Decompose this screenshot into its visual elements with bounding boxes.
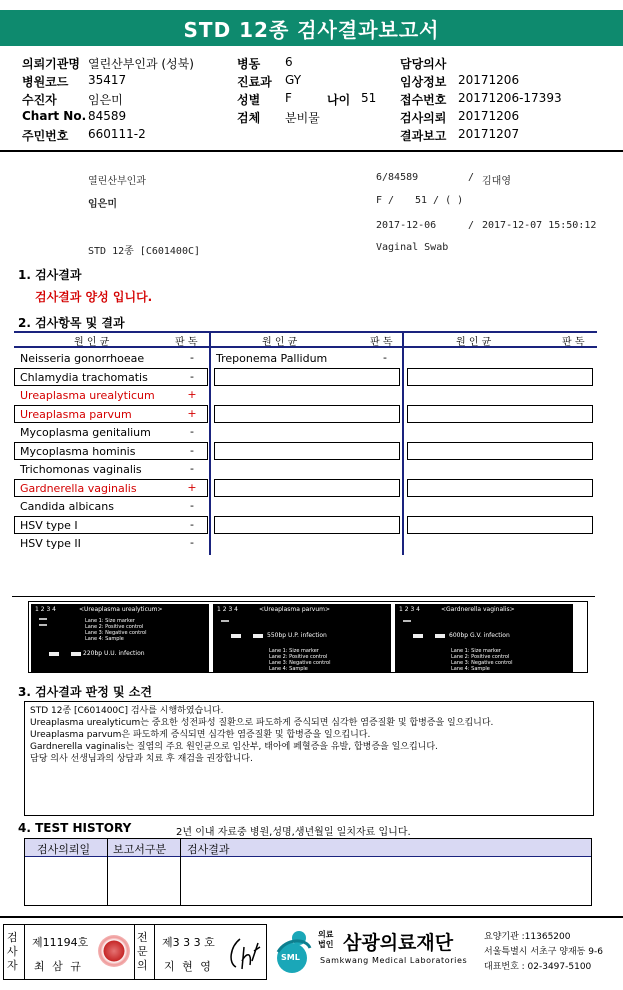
label-request-date: 검사의뢰 [400, 111, 447, 125]
gel-band [435, 634, 445, 638]
pb-slash-2: / [468, 220, 475, 231]
gel-band [413, 634, 423, 638]
history-col-type: 보고서구분 [113, 843, 167, 856]
value-clinical-info: 20171206 [458, 73, 520, 87]
header-left [22, 55, 194, 145]
pb-sex: F / [376, 195, 395, 206]
pb-hospital: 열린산부인과 [88, 176, 146, 187]
gel-legend: Lane 3: Negative control [451, 660, 513, 666]
opinion-line: 담당 의사 선생님과의 상담과 치료 후 재검을 권장합니다. [30, 754, 253, 764]
gel-band [221, 620, 229, 622]
sig-divider [24, 925, 25, 979]
organism-name: HSV type II [20, 537, 81, 550]
opinion-line: Gardnerella vaginalis는 질염의 주요 원인균으로 임산부, 태아에 페혈증을 유발, 합병증을 일으킵니다. [30, 742, 438, 752]
gel-band [231, 634, 241, 638]
organism-name: Gardnerella vaginalis [20, 482, 137, 495]
gel-title: <Gardnerella vaginalis> [441, 606, 515, 613]
org-info-address: 서울특별시 서초구 양재동 9-6 [484, 947, 603, 957]
pb-doctor: 김대영 [482, 176, 511, 187]
gel-legend: Lane 1: Size marker [451, 648, 501, 654]
value-age: 51 [361, 91, 377, 105]
org-info-phone: 대표번호 : 02-3497-5100 [484, 962, 592, 972]
gel-lanes: 1 2 3 4 [35, 606, 56, 613]
gel-band [39, 624, 47, 626]
table-row [14, 516, 208, 534]
gel-lanes: 1 2 3 4 [399, 606, 420, 613]
label-specimen: 검체 [237, 111, 261, 125]
empty-row-box [214, 405, 400, 423]
gel-panel-3 [395, 604, 573, 672]
empty-row-box [407, 442, 593, 460]
value-request-date: 20171206 [458, 109, 520, 123]
gel-panel-2 [213, 604, 391, 672]
empty-row-box [407, 368, 593, 386]
label-ward: 병동 [237, 57, 261, 71]
gel-band [49, 652, 59, 656]
label-chart-no: Chart No. [22, 109, 87, 123]
pb-chart-ref: 6/84589 [376, 172, 419, 183]
gel-legend: Lane 4: Sample [85, 636, 124, 642]
label-hospital-code: 병원코드 [22, 75, 69, 89]
gel-band [403, 620, 411, 622]
table-row [14, 460, 208, 479]
corp-label: 의료법인 [318, 930, 334, 949]
result-sign: + [187, 481, 197, 494]
organism-name: Chlamydia trachomatis [20, 371, 148, 384]
gel-legend: Lane 2: Positive control [451, 654, 510, 660]
section-1-result: 검사결과 양성 입니다. [35, 290, 153, 304]
section-2-title: 2. 검사항목 및 결과 [18, 316, 125, 330]
label-clinical-info: 임상정보 [400, 75, 447, 89]
reviewer-label: 전문의 [137, 931, 148, 972]
pb-date-1: 2017-12-06 [376, 220, 437, 231]
pb-slash-1: / [468, 172, 475, 183]
col1-head-result: 판 독 [175, 337, 198, 348]
result-sign: + [187, 388, 197, 401]
tester-license: 제11194호 [32, 936, 89, 949]
table-row [14, 349, 208, 368]
empty-row-box [214, 516, 400, 534]
org-info-code: 요양기관 :11365200 [484, 932, 571, 942]
table-row [14, 405, 208, 423]
col3-head-result: 판 독 [562, 337, 585, 348]
empty-row-box [214, 479, 400, 497]
pb-specimen: Vaginal Swab [376, 242, 449, 253]
col1-head-organism: 원 인 균 [74, 337, 110, 348]
gel-band [253, 634, 263, 638]
gel-band [71, 652, 81, 656]
organism-name: Treponema Pallidum [216, 352, 328, 365]
organism-name: Ureaplasma urealyticum [20, 389, 155, 402]
gel-lanes: 1 2 3 4 [217, 606, 238, 613]
table-divider-1 [209, 331, 211, 555]
empty-row-box [407, 405, 593, 423]
empty-row-box [214, 442, 400, 460]
gel-title: <Ureaplasma parvum> [259, 606, 331, 613]
result-sign: - [383, 351, 387, 364]
header-divider [0, 150, 623, 152]
col3-head-organism: 원 인 균 [456, 337, 492, 348]
value-report-date: 20171207 [458, 127, 520, 141]
pb-age: 51 / ( ) [415, 195, 464, 206]
organism-name: Neisseria gonorrhoeae [20, 352, 145, 365]
table-row [14, 386, 208, 405]
organism-name: Ureaplasma parvum [20, 408, 132, 421]
value-hospital-code: 35417 [88, 73, 127, 87]
history-table [24, 838, 592, 906]
tester-name: 최 삼 규 [34, 960, 83, 973]
opinion-box [24, 701, 594, 816]
table-row [14, 497, 208, 516]
seal-icon [98, 935, 130, 967]
result-sign: - [190, 462, 194, 475]
history-note: 2년 이내 자료중 병원,성명,생년월일 일치자료 입니다. [176, 827, 411, 838]
result-sign: - [190, 425, 194, 438]
organism-name: Trichomonas vaginalis [20, 463, 142, 476]
gel-band [39, 618, 47, 620]
signature-box [3, 924, 267, 980]
result-sign: - [190, 518, 194, 531]
gel-legend: Lane 3: Negative control [85, 630, 147, 636]
value-specimen: 분비물 [285, 111, 320, 125]
header-right [400, 55, 562, 145]
header-mid [237, 55, 376, 127]
gel-panel-1 [31, 604, 209, 672]
result-sign: - [190, 536, 194, 549]
gel-legend: Lane 2: Positive control [85, 624, 144, 630]
history-col-date: 검사의뢰일 [37, 843, 91, 856]
pb-date-2: 2017-12-07 15:50:12 [482, 220, 597, 231]
result-sign: - [190, 370, 194, 383]
logo-icon [272, 928, 314, 974]
label-receipt-no: 접수번호 [400, 93, 447, 107]
label-resident-no: 주민번호 [22, 129, 69, 143]
tester-label: 검사자 [7, 931, 18, 972]
label-hospital: 의뢰기관명 [22, 57, 80, 71]
gel-legend: Lane 1: Size marker [269, 648, 319, 654]
empty-row-box [407, 516, 593, 534]
history-header [25, 839, 591, 857]
reviewer-name: 지 현 영 [164, 960, 213, 973]
opinion-line: Ureaplasma urealyticum는 중요한 성전파성 질환으로 파도하게 증식되면 심각한 염증질환 및 합병증을 일으킵니다. [30, 718, 494, 728]
history-col-result: 검사결과 [187, 843, 230, 856]
gel-legend: Lane 2: Positive control [269, 654, 328, 660]
sig-divider [154, 925, 155, 979]
history-divider [107, 839, 108, 905]
result-sign: - [190, 351, 194, 364]
section-1-title: 1. 검사결과 [18, 268, 82, 282]
col2-head-organism: 원 인 균 [262, 337, 298, 348]
label-sex: 성별 [237, 93, 261, 107]
gel-band-label: 600bp G.V. infection [449, 632, 510, 639]
empty-row-box [407, 479, 593, 497]
value-patient: 임은미 [88, 93, 123, 107]
logo-text: SML [281, 953, 300, 962]
organism-name: Mycoplasma genitalium [20, 426, 151, 439]
gel-image [28, 601, 588, 673]
opinion-line: Ureaplasma parvum은 파도하게 증식되면 심각한 염증질환 및 합병증을 일으킵니다. [30, 730, 371, 740]
label-report-date: 결과보고 [400, 129, 447, 143]
signature-icon [226, 933, 264, 973]
sig-divider [134, 925, 135, 979]
value-receipt-no: 20171206-17393 [458, 91, 562, 105]
reviewer-license: 제3 3 3 호 [162, 936, 215, 949]
opinion-line: STD 12종 [C601400C] 검사를 시행하였습니다. [30, 706, 224, 716]
label-patient: 수진자 [22, 93, 57, 107]
label-doctor: 담당의사 [400, 57, 447, 71]
table-row [14, 423, 208, 442]
value-resident-no: 660111-2 [88, 127, 146, 141]
empty-row-box [214, 368, 400, 386]
pb-test: STD 12종 [C601400C] [88, 246, 201, 257]
table-divider-2 [402, 331, 404, 555]
gel-legend: Lane 3: Negative control [269, 660, 331, 666]
value-sex: F [285, 91, 292, 105]
gel-legend: Lane 4: Sample [269, 666, 308, 672]
result-sign: - [190, 444, 194, 457]
organism-name: Mycoplasma hominis [20, 445, 136, 458]
history-divider [180, 839, 181, 905]
gel-divider [12, 596, 595, 597]
table-row [14, 479, 208, 497]
value-chart-no: 84589 [88, 109, 127, 123]
org-english-name: Samkwang Medical Laboratories [320, 956, 468, 965]
gel-band-label: 220bp U.U. infection [83, 650, 145, 657]
result-sign: - [190, 499, 194, 512]
table-row [14, 442, 208, 460]
gel-legend: Lane 4: Sample [451, 666, 490, 672]
gel-title: <Ureaplasma urealyticum> [79, 606, 163, 613]
label-age: 나이 [327, 93, 351, 107]
organism-name: HSV type I [20, 519, 78, 532]
gel-legend: Lane 1: Size marker [85, 618, 135, 624]
organism-name: Candida albicans [20, 500, 114, 513]
label-department: 진료과 [237, 75, 272, 89]
table-row [14, 368, 208, 386]
table-row [14, 534, 208, 553]
gel-band-label: 550bp U.P. infection [267, 632, 327, 639]
value-hospital: 열린산부인과 (성북) [88, 57, 194, 71]
pb-name: 임은미 [88, 199, 117, 210]
section-3-title: 3. 검사결과 판정 및 소견 [18, 685, 152, 699]
footer-divider [0, 916, 623, 918]
result-sign: + [187, 407, 197, 420]
section-4-title: 4. TEST HISTORY [18, 821, 132, 835]
org-name: 삼광의료재단 [343, 932, 454, 954]
value-ward: 6 [285, 55, 293, 69]
value-department: GY [285, 73, 302, 87]
report-title: STD 12종 검사결과보고서 [0, 10, 623, 46]
col2-head-result: 판 독 [370, 337, 393, 348]
